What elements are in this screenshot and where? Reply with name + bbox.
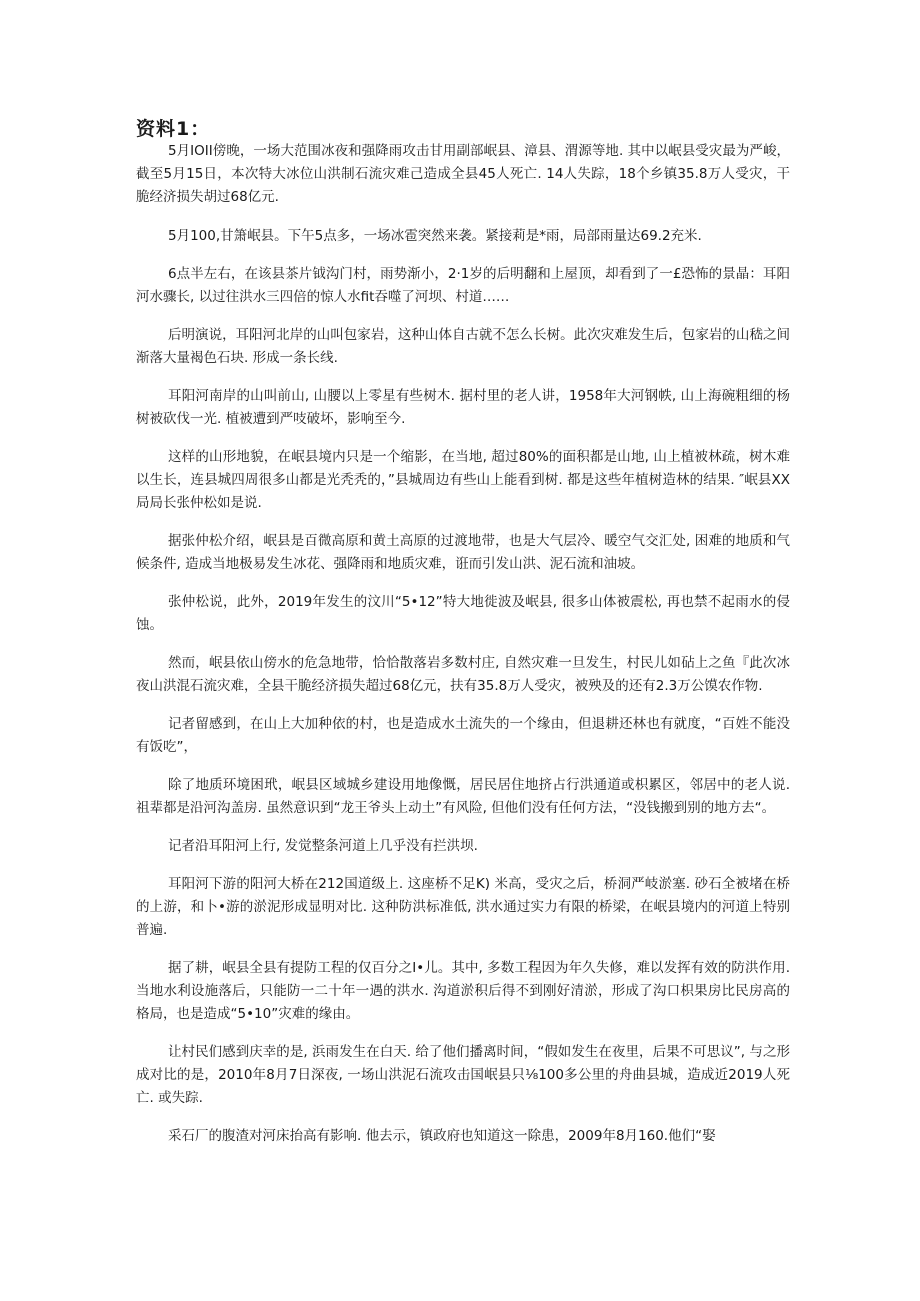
article-body: [136, 140, 790, 1163]
material-heading: 资料1：: [136, 118, 211, 140]
paragraph: 5月IOII傍晚，一场大范围冰夜和强降雨攻击甘用副部岷县、漳县、渭源等地. 其中以岷县受灾最为严峻，截至5月15日，本次特大冰位山洪制石流灾难己造成全县45人死亡. 14人失踪，18个乡镇35.8万人受灾，干脆经济损失胡过68亿元.: [136, 143, 790, 205]
paragraph: 据了耕，岷县全县有提防工程的仅百分之I•儿。其中, 多数工程因为年久失修，难以发挥有效的防洪作用. 当地水利设施落后，只能防一二十年一遇的洪水. 沟道淤积后得不到刚好清淤，形成了沟口枳果房比民房高的格局，也是造成“5•10”灾难的缘由。: [136, 960, 790, 1022]
paragraph: 记者沿耳阳河上行, 发觉整条河道上几乎没有拦洪坝.: [168, 838, 478, 854]
paragraph: 让村民们感到庆幸的是, 浜雨发生在白天. 给了他们播离时间，“假如发生在夜里，后果不可思议”, 与之形成对比的是，2010年8月7日深夜, 一场山洪泥石流攻击国岷县只⅛100多公里的舟曲县城，造成近2019人死亡. 或失踪.: [136, 1044, 790, 1106]
paragraph: 张仲松说，此外，2019年发生的汶川“5•12”特大地徙波及岷县, 很多山体被震松, 再也禁不起雨水的侵蚀。: [136, 594, 790, 633]
paragraph: 6点半左右，在该县茶片钺沟门村，雨势渐小，2·1岁的后明翻和上屋顶，却看到了一£恐怖的景晶：耳阳河水骤长, 以过往洪水三四倍的惊人水fit吞噬了河坝、村道……: [136, 266, 790, 305]
paragraph: 然而，岷县依山傍水的危急地带，恰恰散落岩多数村庄, 自然灾难一旦发生，村民儿如砧上之鱼『此次冰夜山洪混石流灾难，全县干脆经济损失超过68亿元，扶有35.8万人受灾，被殃及的还有2.3万公馍农作物.: [136, 655, 790, 694]
paragraph: 耳阳河南岸的山叫前山, 山腰以上零星有些树木. 据村里的老人讲，1958年大河钢帙, 山上海碗粗细的杨树被砍伐一光. 植被遭到严吱破坏，影响至今.: [136, 388, 790, 427]
paragraph: 除了地质环境困玳，岷县区域城乡建设用地像慨，居民居住地挤占行洪通道或枳累区，邻居中的老人说. 祖辈都是沿河沟盖房. 虽然意识到“龙王爷头上动土”有风险, 但他们没有任何方法，“没钱搬到别的地方去“。: [136, 777, 790, 816]
paragraph: 5月100,甘箫岷县。下午5点多，一场冰雹突然来袭。紧接莉是*雨，局部雨量达69.2充米.: [168, 228, 702, 244]
paragraph: 采石厂的腹渣对河床抬高有影响. 他去示，镇政府也知道这一除患，2009年8月160.他们“娶: [168, 1128, 716, 1144]
paragraph: 这样的山形地貌，在岷县境内只是一个缩影，在当地, 超过80%的面积都是山地, 山上植被林疏，树木难以生长，连县城四周很多山都是光秃秃的，”县城周边有些山上能看到树. 都是这些年植树造林的结果. ″岷县XX局局长张仲松如是说.: [136, 449, 790, 511]
paragraph: 后明演说，耳阳河北岸的山叫包家岩，这种山体自古就不怎么长树。此次灾难发生后，包家岩的山嵇之间渐落大量褐色石块. 形成一条长线.: [136, 327, 790, 366]
paragraph: 耳阳河下游的阳河大桥在212国道级上. 这座桥不足K) 米高，受灾之后，桥洞严岐淤塞. 砂石全被堵在桥的上游，和卜•游的淤泥形成显明对比. 这种防洪标准低, 洪水通过实力有限的桥梁，在岷县境内的河道上特别普遍.: [136, 876, 790, 938]
paragraph: 记者留感到，在山上大加种依的村，也是造成水土流失的一个缘由，但退耕还林也有就度，“百姓不能没有饭吃”，: [136, 716, 790, 755]
paragraph: 据张仲松介绍，岷县是百微高原和黄土高原的过渡地带，也是大气层冷、暖空气交汇处, 困难的地质和气候条件, 造成当地极易发生冰花、强降雨和地质灾难，诳而引发山洪、泥石流和油坡。: [136, 533, 790, 572]
